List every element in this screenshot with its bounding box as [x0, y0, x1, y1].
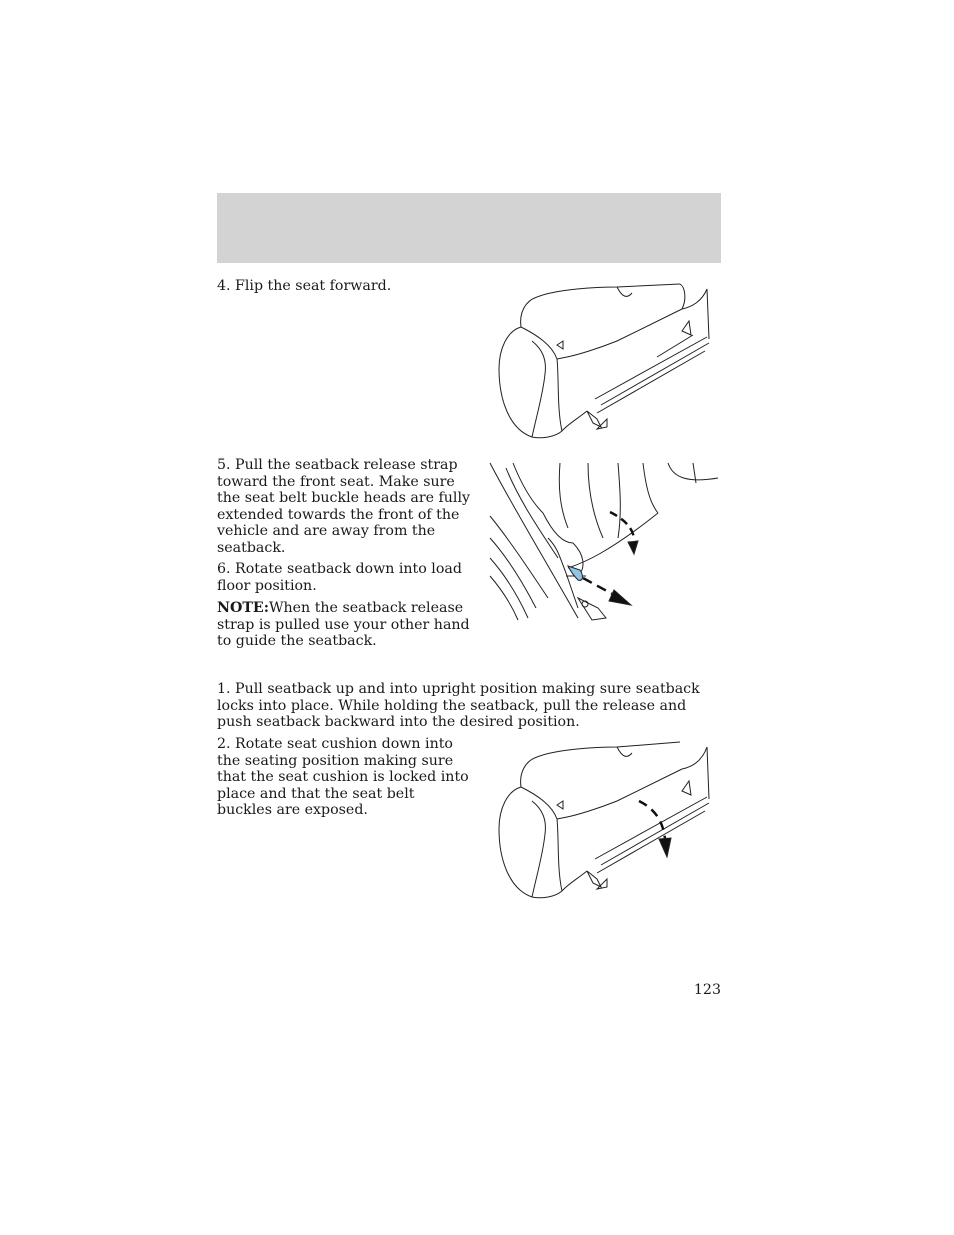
step-4-text: 4. Flip the seat forward.: [217, 278, 392, 294]
seatback-release-strap-illustration-icon: [488, 458, 720, 624]
note-paragraph: [217, 600, 473, 650]
step-6-text: 6. Rotate seatback down into load floor position.: [217, 561, 462, 594]
section-header-band: [217, 193, 721, 263]
folded-seat-illustration-icon: [497, 279, 712, 441]
note-text: When the seatback release strap is pulled use your other hand to guide the seatback.: [217, 600, 470, 650]
page-number: 123: [693, 982, 721, 998]
return-step-2-text: 2. Rotate seat cushion down into the seating position making sure that the seat cushion is locked into place and that the seat belt buckles are exposed.: [217, 736, 469, 819]
step-5-text: 5. Pull the seatback release strap toward the front seat. Make sure the seat belt buckle heads are fully extended towards the front of the vehicle and are away from the seatback.: [217, 457, 471, 556]
note-label: NOTE:: [217, 600, 269, 616]
seat-cushion-rotate-illustration-icon: [497, 739, 712, 901]
return-step-1-text: 1. Pull seatback up and into upright position making sure seatback locks into place. While holding the seatback, pull the release and push seatback backward into the desired position.: [217, 681, 700, 731]
